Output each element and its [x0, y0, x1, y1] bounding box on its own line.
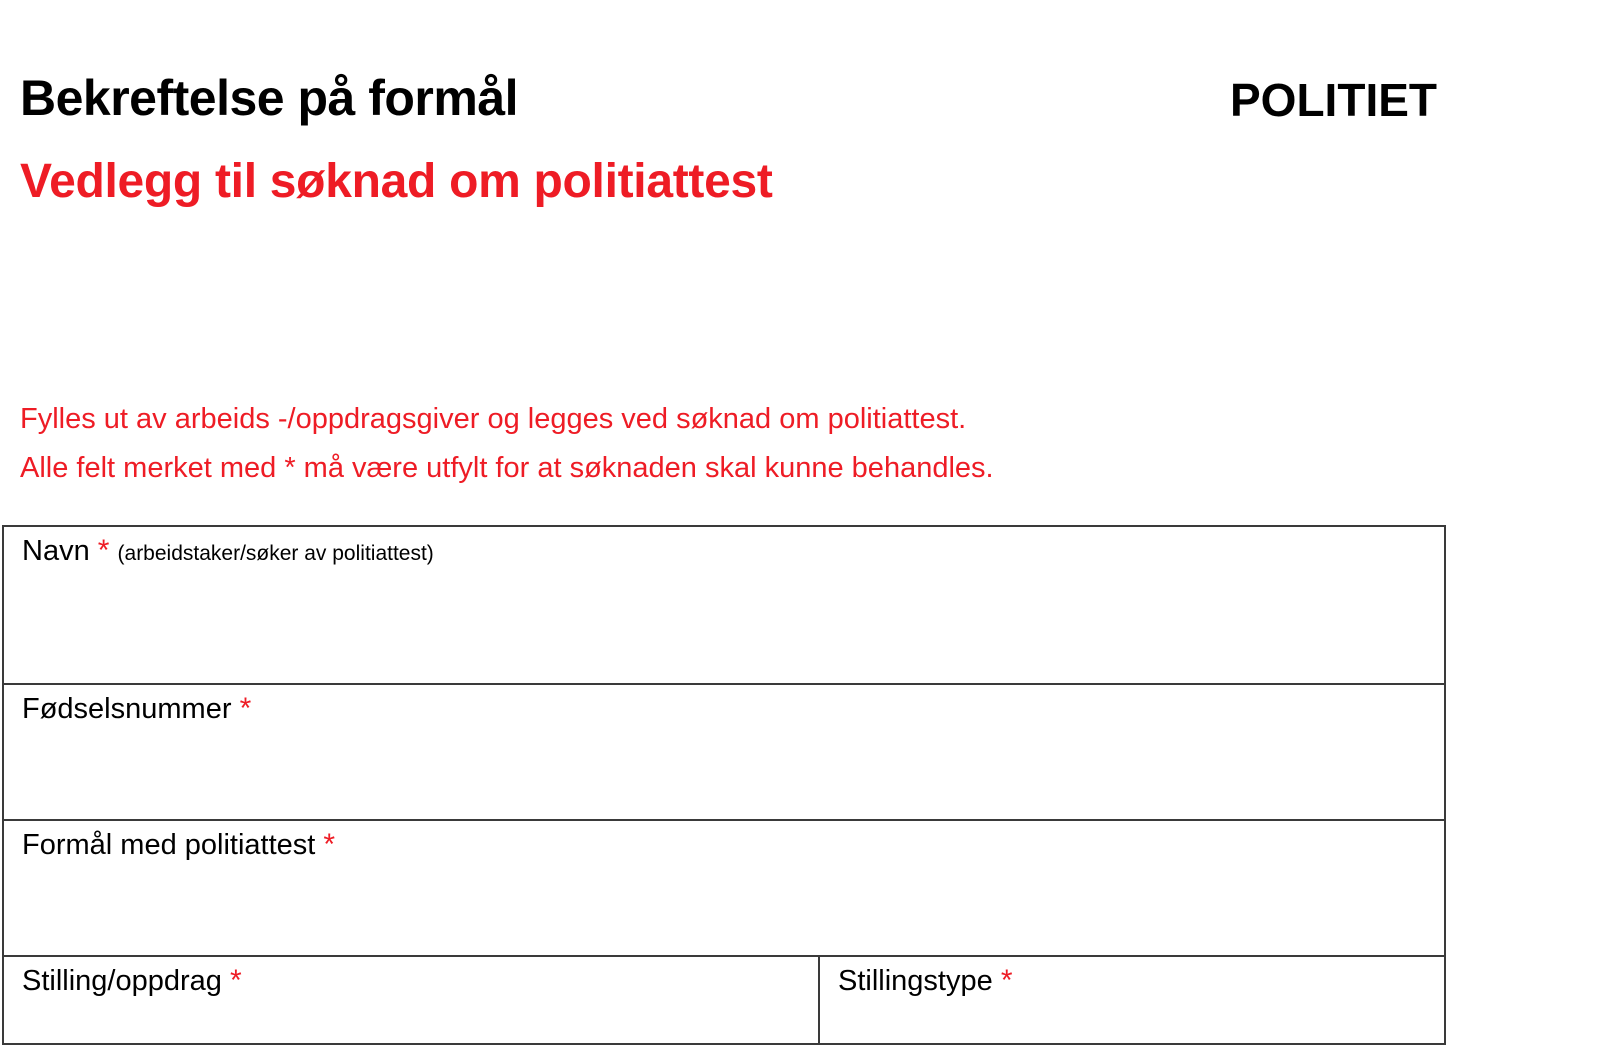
- form-row-name: [3, 526, 1445, 684]
- application-form-table: [2, 525, 1446, 1045]
- position-label: Stilling/oppdrag: [22, 965, 222, 997]
- required-marker: *: [1000, 964, 1013, 997]
- position-type-label: Stillingstype: [838, 965, 993, 997]
- name-hint: (arbeidstaker/søker av politiattest): [117, 542, 434, 565]
- form-subtitle: Vedlegg til søknad om politiattest: [20, 155, 773, 208]
- name-label: Navn: [22, 535, 90, 567]
- birth-number-label: Fødselsnummer: [22, 693, 232, 725]
- form-row-purpose: [3, 820, 1445, 956]
- form-title: Bekreftelse på formål: [20, 70, 519, 126]
- birth-number-field[interactable]: [3, 684, 1445, 820]
- required-marker: *: [97, 534, 110, 567]
- position-field[interactable]: [3, 956, 819, 1044]
- required-marker: *: [239, 692, 252, 725]
- instruction-line-1: Fylles ut av arbeids -/oppdragsgiver og legges ved søknad om politiattest.: [20, 403, 967, 435]
- organization-name: POLITIET: [1230, 74, 1437, 126]
- required-marker: *: [229, 964, 242, 997]
- instruction-line-2: Alle felt merket med * må være utfylt for at søknaden skal kunne behandles.: [20, 452, 994, 484]
- form-row-birth-number: [3, 684, 1445, 820]
- position-type-field[interactable]: [819, 956, 1445, 1044]
- purpose-label: Formål med politiattest: [22, 829, 316, 861]
- name-field[interactable]: [3, 526, 1445, 684]
- required-marker: *: [323, 828, 336, 861]
- form-row-position: [3, 956, 1445, 1044]
- purpose-field[interactable]: [3, 820, 1445, 956]
